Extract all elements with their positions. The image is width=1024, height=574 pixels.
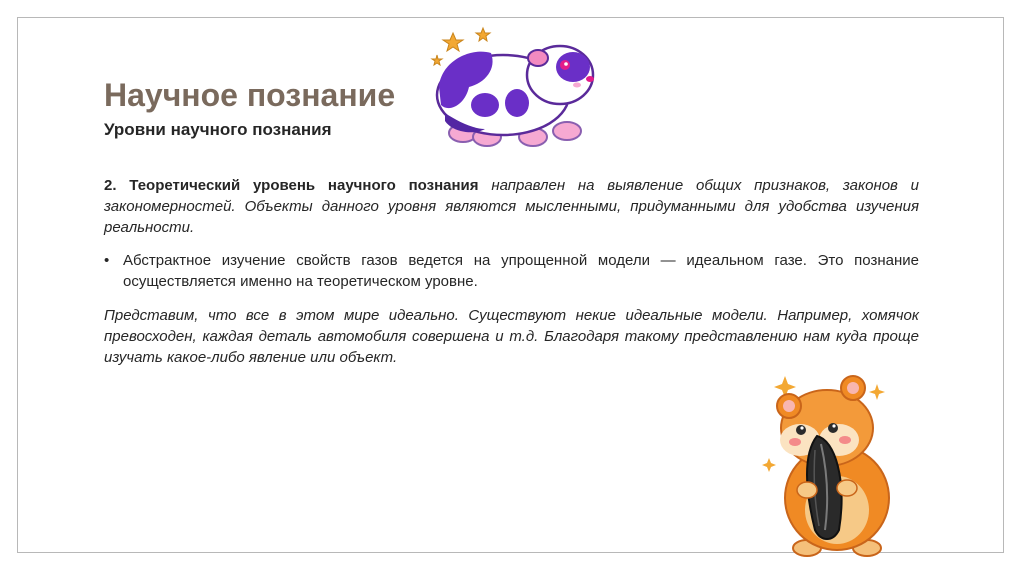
paragraph-theoretical-level <box>104 175 919 238</box>
bullet-marker: • <box>104 252 110 269</box>
star-icon <box>476 28 490 41</box>
guinea-pig-illustration <box>425 25 600 155</box>
page-title: Научное познание <box>104 77 396 113</box>
bullet-item <box>104 250 919 292</box>
star-icon <box>443 33 463 51</box>
slide-body <box>104 175 919 368</box>
page-subtitle: Уровни научного познания <box>104 120 332 139</box>
sparkle-icon <box>762 458 776 472</box>
hamster-illustration <box>755 370 905 560</box>
sparkle-icon <box>869 384 885 400</box>
paragraph-lead-italic: направлен на выявление общих признаков, законов и закономерностей. Объекты данного уровня являются мысленными, придуманными для удобства изучения реальности. <box>104 177 920 236</box>
paragraph-ideal-models: Представим, что все в этом мире идеально. Существуют некие идеальные модели. Например, хомячок превосходен, каждая деталь автомобиля совершена и т.д. Благодаря такому представлению нам куда проще изучать какое-либо явление или объект. <box>104 307 919 366</box>
paragraph-lead-bold: 2. Теоретический уровень научного познания <box>104 177 479 194</box>
bullet-text: Абстрактное изучение свойств газов ведется на упрощенной модели — идеальном газе. Это познание осуществляется именно на теоретическом уровне. <box>123 252 919 290</box>
star-icon <box>432 55 442 65</box>
